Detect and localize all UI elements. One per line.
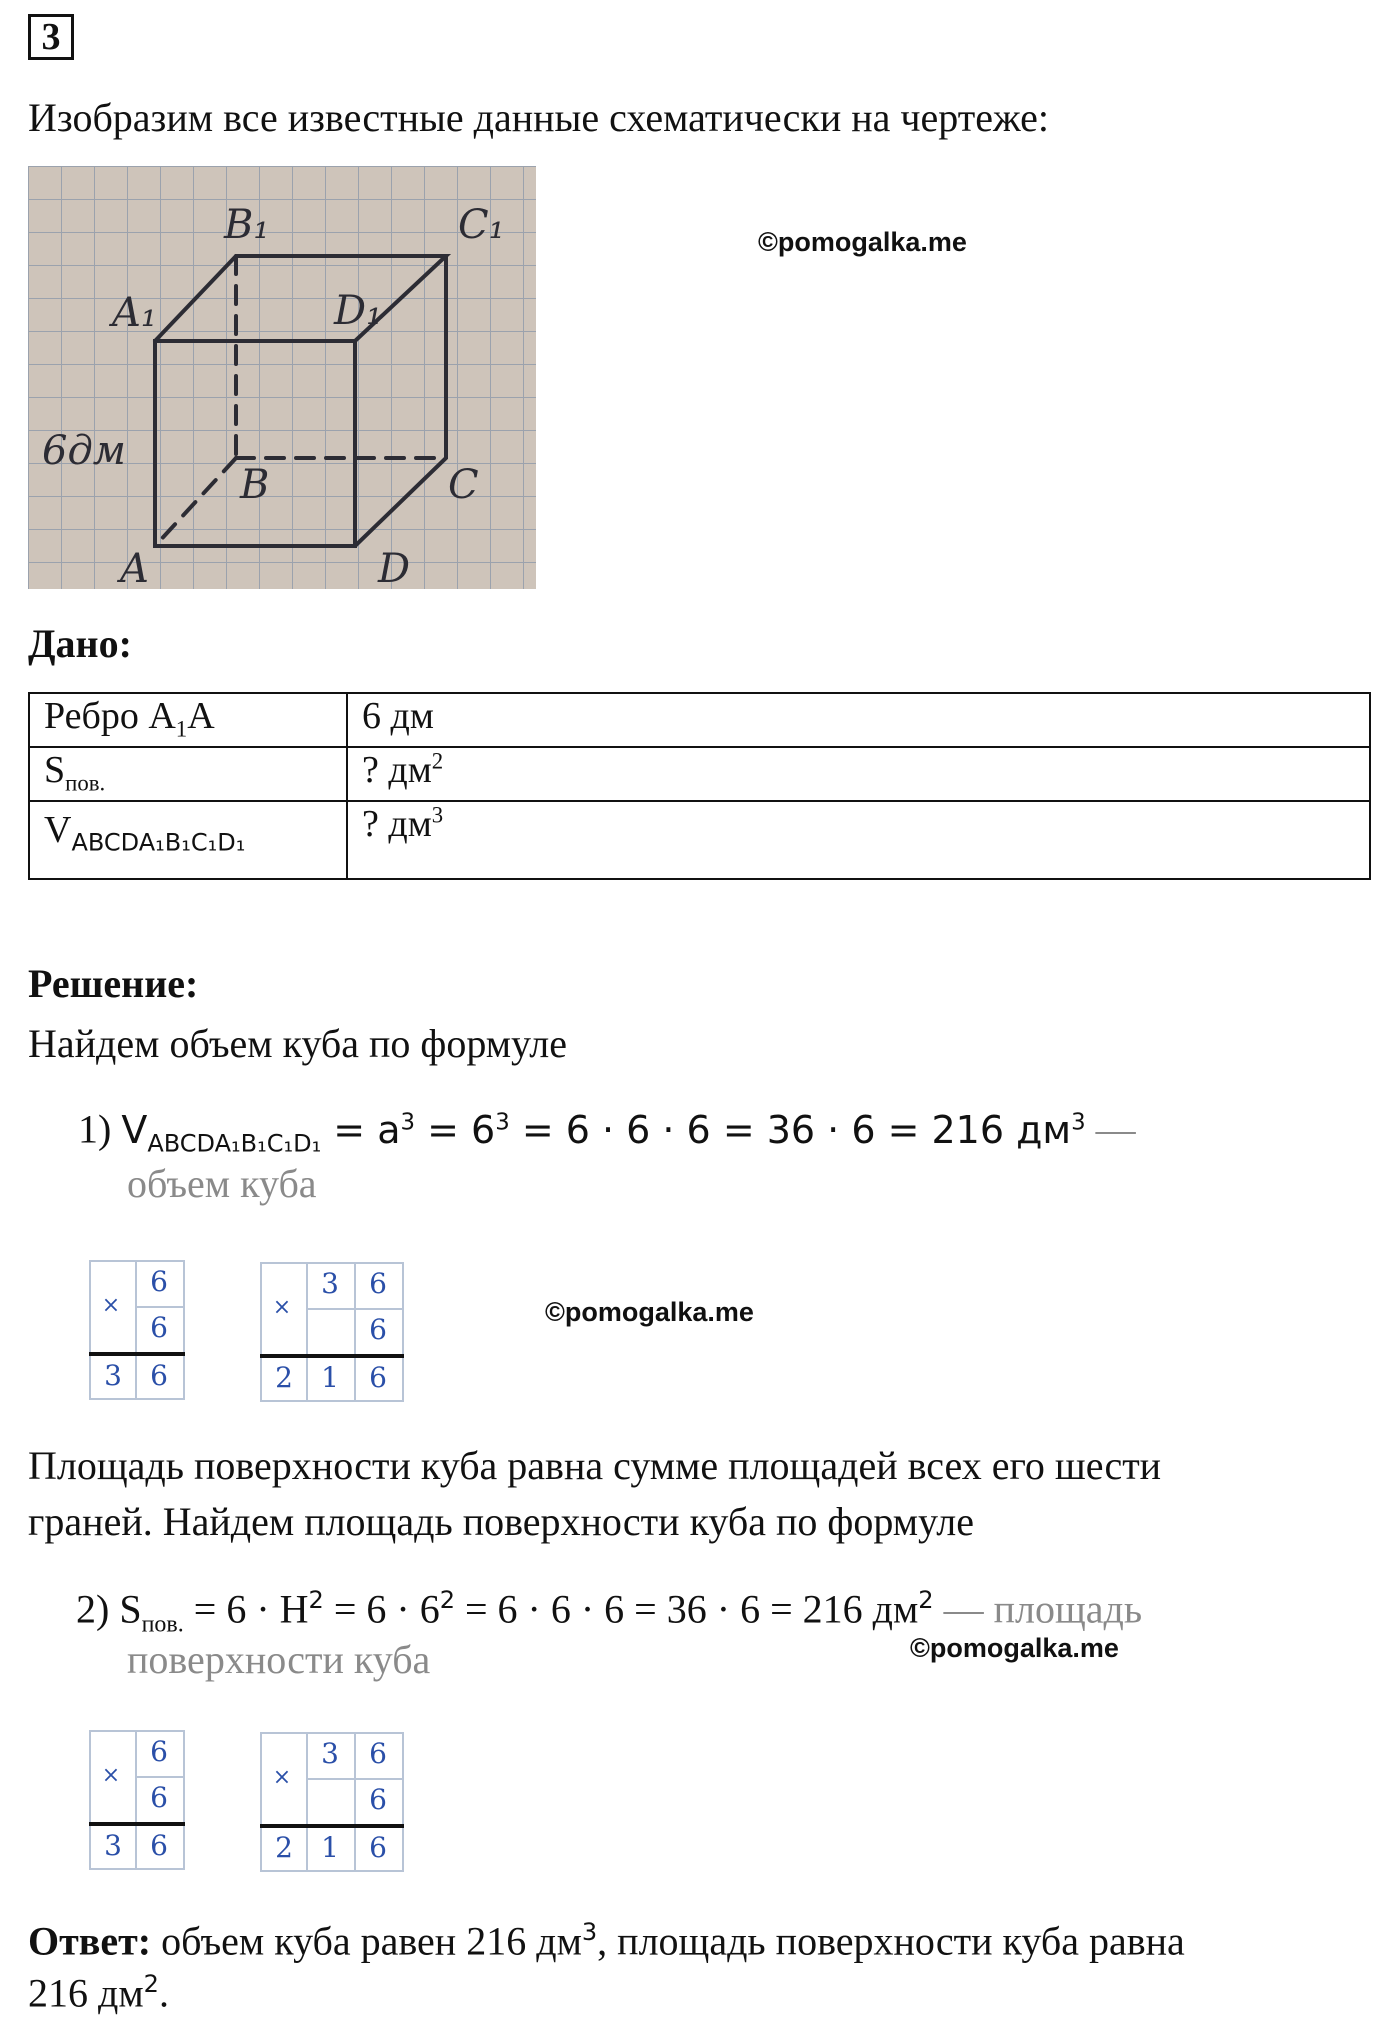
digit: 1 (321, 1831, 339, 1864)
digit: 6 (369, 1313, 387, 1346)
digit: 6 (150, 1829, 168, 1862)
watermark: ©pomogalka.me (910, 1633, 1119, 1663)
cube-photo (28, 166, 536, 589)
digit: 6 (150, 1265, 168, 1298)
answer-line-2: 216 $дм^2$. (28, 1970, 169, 2016)
answer: Ответ: объем куба равен 216 $дм^3$, площадь поверхности куба равна (28, 1918, 1185, 1964)
multiply-sign: × (272, 1295, 292, 1320)
multiplication-6x6 (89, 1730, 185, 1870)
multiply-sign: × (272, 1765, 292, 1790)
digit: 6 (369, 1267, 387, 1300)
step-2-note: поверхности куба (127, 1637, 431, 1682)
label-d1: D₁ (334, 288, 383, 334)
label-c1: C₁ (458, 202, 505, 248)
digit: 6 (150, 1781, 168, 1814)
digit: 6 (369, 1361, 387, 1394)
solution-text-2a: Площадь поверхности куба равна сумме площадей всех его шести (28, 1443, 1162, 1488)
label-d: D (378, 546, 411, 589)
digit: 6 (369, 1737, 387, 1770)
table-cell-label: $V_{ABCDA_1B_1C_1D_1}$ (29, 801, 347, 879)
cube-drawing (28, 166, 536, 589)
watermark: ©pomogalka.me (758, 227, 967, 257)
table-row (29, 747, 1370, 801)
multiply-sign: × (101, 1293, 121, 1318)
watermark: ©pomogalka.me (545, 1297, 754, 1327)
table-cell-value: 6 дм (347, 693, 1370, 747)
given-heading: Дано: (28, 621, 132, 666)
digit: 1 (321, 1361, 339, 1394)
multiplication-36x6 (260, 1732, 404, 1872)
task-number: 3 (28, 14, 74, 60)
label-c: C (448, 462, 479, 508)
multiply-sign: × (101, 1763, 121, 1788)
label-b: B (240, 462, 270, 508)
digit: 2 (275, 1361, 293, 1394)
table-cell-value: ? $дм^2$ (347, 747, 1370, 801)
digit: 6 (150, 1735, 168, 1768)
table-cell-label: $S_{пов.}$ (29, 747, 347, 801)
table-cell-label: Ребро $A_1A$ (29, 693, 347, 747)
multiplication-6x6 (89, 1260, 185, 1400)
label-a1: A₁ (112, 290, 157, 336)
digit: 2 (275, 1831, 293, 1864)
intro-text: Изобразим все известные данные схематически на чертеже: (28, 95, 1049, 140)
label-edge-length: 6дм (42, 428, 126, 474)
given-table (28, 692, 1371, 880)
step-2: 2) $S_{пов.} = 6 \cdot H^2 = 6 \cdot 6^2 = 6 \cdot 6 \cdot 6 = 36 \cdot 6 = 216$ $дм^2$ — площадь (76, 1586, 1143, 1638)
label-a: A (120, 546, 149, 589)
table-cell-value: ? $дм^3$ (347, 801, 1370, 879)
solution-text-1: Найдем объем куба по формуле (28, 1021, 568, 1066)
step-1: 1) $V_{ABCDA_1B_1C_1D_1} = a^3 = 6^3 = 6 \cdot 6 \cdot 6 = 36 \cdot 6 = 216$ $дм^3$ — (78, 1106, 1136, 1158)
label-b1: B₁ (224, 202, 270, 248)
digit: 6 (150, 1359, 168, 1392)
solution-heading: Решение: (28, 961, 199, 1006)
digit: 6 (369, 1783, 387, 1816)
digit: 3 (104, 1359, 122, 1392)
multiplication-36x6 (260, 1262, 404, 1402)
answer-label: Ответ: (28, 1918, 152, 1964)
digit: 6 (150, 1311, 168, 1344)
digit: 3 (321, 1267, 339, 1300)
solution-text-2b: граней. Найдем площадь поверхности куба по формуле (28, 1499, 974, 1544)
table-row (29, 801, 1370, 879)
digit: 3 (104, 1829, 122, 1862)
digit: 3 (321, 1737, 339, 1770)
table-row (29, 693, 1370, 747)
digit: 6 (369, 1831, 387, 1864)
step-1-note: объем куба (127, 1161, 317, 1206)
